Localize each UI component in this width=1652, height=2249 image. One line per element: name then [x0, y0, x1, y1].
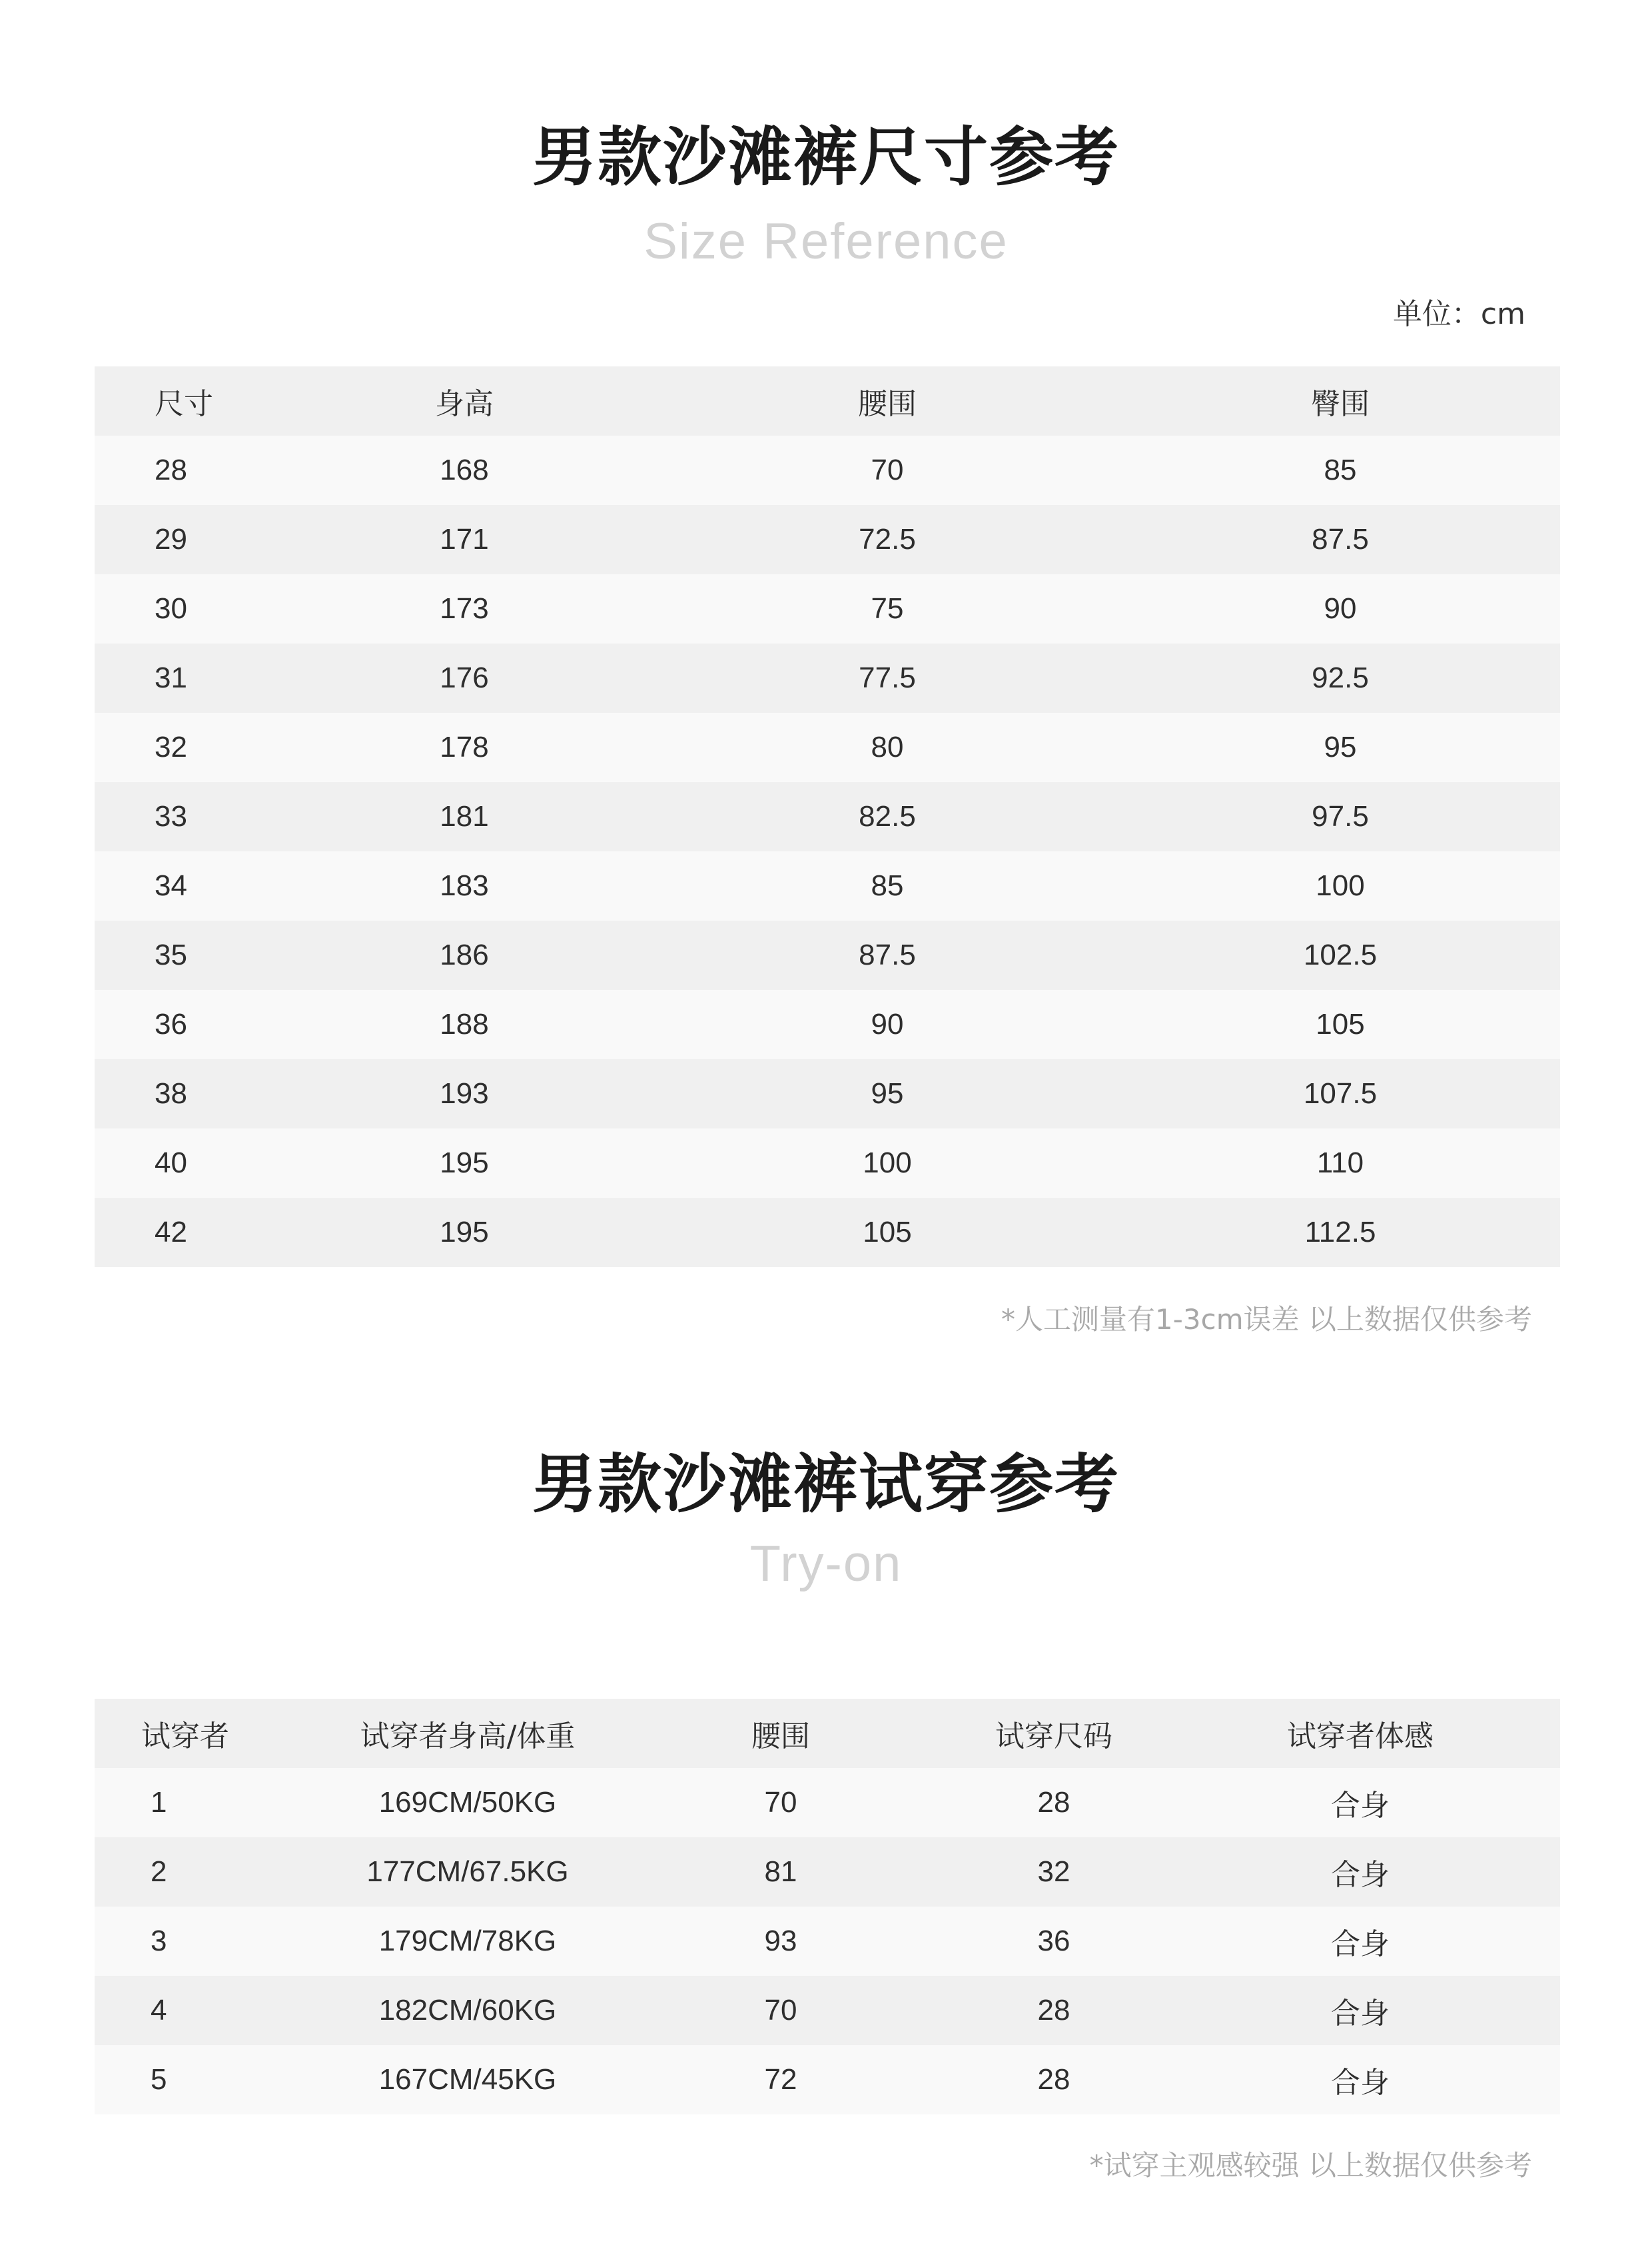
size-cell: 31	[155, 662, 187, 694]
waist-cell: 70	[764, 1786, 797, 1819]
fit-feel-col-header: 试穿者体感	[1287, 1719, 1434, 1753]
height-cell: 178	[440, 731, 489, 763]
hip-cell: 90	[1324, 592, 1357, 625]
size-note: *人工测量有1-3cm误差 以上数据仅供参考	[1001, 1303, 1532, 1336]
waist-cell: 80	[871, 731, 904, 763]
waist-cell: 100	[863, 1146, 912, 1179]
table-row	[95, 1059, 1560, 1128]
hip-cell: 97.5	[1312, 800, 1369, 833]
height-cell: 183	[440, 869, 489, 902]
hip-col-header: 臀围	[1311, 387, 1370, 421]
hip-cell: 85	[1324, 454, 1357, 486]
table-row	[95, 1128, 1560, 1198]
height-cell: 171	[440, 523, 489, 556]
size-section-title: 男款沙滩裤尺寸参考	[532, 120, 1120, 195]
height-cell: 186	[440, 939, 489, 971]
hip-cell: 107.5	[1303, 1077, 1378, 1110]
height-col-header: 身高	[435, 387, 494, 421]
tryon-size-cell: 28	[1037, 1786, 1070, 1819]
height-cell: 193	[440, 1077, 489, 1110]
hip-cell: 105	[1316, 1008, 1365, 1041]
waist-cell: 72	[764, 2063, 797, 2096]
fit-feel-cell: 合身	[1331, 2066, 1390, 2099]
waist-cell: 85	[871, 869, 904, 902]
tester-cell: 5	[151, 2063, 167, 2096]
table-row	[95, 1907, 1560, 1976]
waist-cell: 70	[764, 1994, 797, 2026]
waist-cell: 72.5	[859, 523, 916, 556]
height-weight-cell: 177CM/67.5KG	[366, 1855, 569, 1888]
table-row	[95, 505, 1560, 574]
tryon-size-cell: 28	[1037, 1994, 1070, 2026]
tryon-note: *试穿主观感较强 以上数据仅供参考	[1089, 2149, 1532, 2182]
table-row	[95, 921, 1560, 990]
table-row	[95, 851, 1560, 921]
size-cell: 32	[155, 731, 187, 763]
fit-feel-cell: 合身	[1331, 1789, 1390, 1822]
height-cell: 188	[440, 1008, 489, 1041]
table-row	[95, 782, 1560, 851]
size-cell: 40	[155, 1146, 187, 1179]
waist-col-header: 腰围	[858, 387, 917, 421]
hip-cell: 87.5	[1312, 523, 1369, 556]
table-row	[95, 436, 1560, 505]
height-weight-cell: 182CM/60KG	[378, 1994, 557, 2026]
table-row	[95, 1768, 1560, 1837]
height-weight-cell: 169CM/50KG	[378, 1786, 557, 1819]
hip-cell: 102.5	[1303, 939, 1378, 971]
height-cell: 168	[440, 454, 489, 486]
waist-cell: 81	[764, 1855, 797, 1888]
size-cell: 35	[155, 939, 187, 971]
hip-cell: 95	[1324, 731, 1357, 763]
tryon-section-title: 男款沙滩裤试穿参考	[532, 1447, 1120, 1522]
tester-col-header: 试穿者	[141, 1719, 229, 1753]
table-row	[95, 644, 1560, 713]
size-col-header: 尺寸	[155, 387, 213, 421]
tester-cell: 4	[151, 1994, 167, 2026]
size-section-subtitle: Size Reference	[643, 213, 1009, 270]
height-weight-cell: 167CM/45KG	[378, 2063, 557, 2096]
height-weight-cell: 179CM/78KG	[378, 1925, 557, 1957]
size-cell: 30	[155, 592, 187, 625]
size-cell: 42	[155, 1216, 187, 1248]
table-row	[95, 1976, 1560, 2045]
hip-cell: 100	[1316, 869, 1365, 902]
table-row	[95, 1837, 1560, 1907]
size-cell: 34	[155, 869, 187, 902]
waist-cell: 95	[871, 1077, 904, 1110]
tryon-section-subtitle: Try-on	[749, 1536, 903, 1592]
tryon-size-cell: 32	[1037, 1855, 1070, 1888]
tryon-size-col-header: 试穿尺码	[995, 1719, 1112, 1753]
unit-label: 单位：cm	[1392, 297, 1525, 331]
hip-cell: 112.5	[1304, 1216, 1376, 1248]
height-cell: 195	[440, 1146, 489, 1179]
tryon-size-cell: 36	[1037, 1925, 1070, 1957]
table-row	[95, 574, 1560, 644]
size-table	[95, 366, 1560, 1267]
waist-cell: 87.5	[859, 939, 916, 971]
waist-cell: 77.5	[859, 662, 916, 694]
waist-cell: 70	[871, 454, 904, 486]
size-table-header-row	[95, 366, 1560, 436]
height-weight-col-header: 试穿者身高/体重	[360, 1719, 576, 1753]
height-cell: 176	[440, 662, 489, 694]
waist-cell: 93	[764, 1925, 797, 1957]
hip-cell: 110	[1316, 1146, 1364, 1179]
tryon-size-cell: 28	[1037, 2063, 1070, 2096]
tryon-table	[95, 1699, 1560, 2114]
hip-cell: 92.5	[1312, 662, 1369, 694]
height-cell: 173	[440, 592, 489, 625]
table-row	[95, 713, 1560, 782]
fit-feel-cell: 合身	[1331, 1859, 1390, 1891]
waist-cell: 105	[863, 1216, 912, 1248]
size-cell: 33	[155, 800, 187, 833]
height-cell: 181	[440, 800, 489, 833]
tester-cell: 3	[151, 1925, 167, 1957]
fit-feel-cell: 合身	[1331, 1928, 1390, 1961]
tryon-table-header-row	[95, 1699, 1560, 1768]
tester-cell: 2	[151, 1855, 167, 1888]
table-row	[95, 2045, 1560, 2114]
tester-cell: 1	[151, 1786, 167, 1819]
waist-cell: 90	[871, 1008, 904, 1041]
waist-col-header: 腰围	[751, 1719, 810, 1753]
table-row	[95, 1198, 1560, 1267]
size-cell: 28	[155, 454, 187, 486]
size-cell: 36	[155, 1008, 187, 1041]
size-cell: 38	[155, 1077, 187, 1110]
size-cell: 29	[155, 523, 187, 556]
fit-feel-cell: 合身	[1331, 1997, 1390, 2030]
height-cell: 195	[440, 1216, 489, 1248]
table-row	[95, 990, 1560, 1059]
waist-cell: 75	[871, 592, 904, 625]
waist-cell: 82.5	[859, 800, 916, 833]
